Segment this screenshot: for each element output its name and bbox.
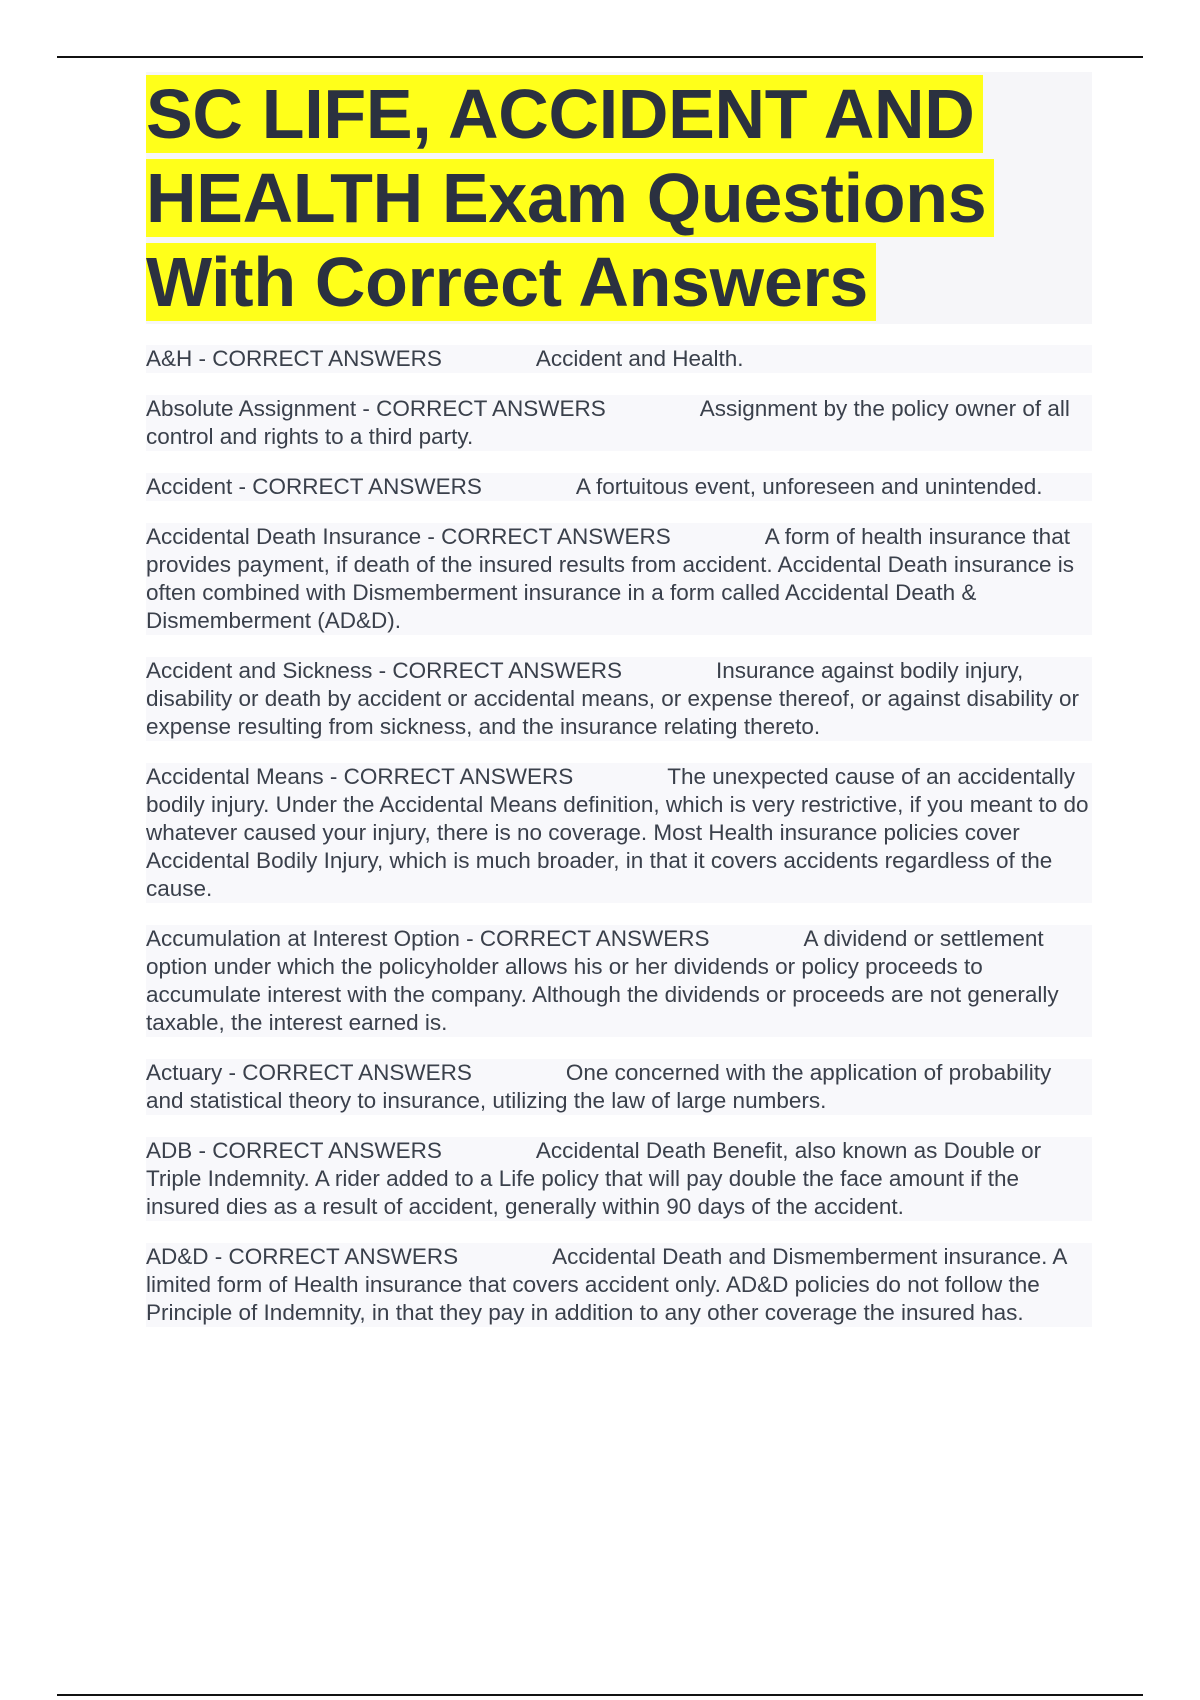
entry-definition: Accidental Death and Dismemberment insurance. A limited form of Health insurance that covers accident only. AD&D policies do not follow the Principle of Indemnity, in that they pay in addition to any other coverage the insured has. <box>146 1244 1067 1325</box>
document-title <box>146 72 1092 324</box>
entry-term: Accumulation at Interest Option - CORRECT ANSWERS <box>146 926 710 951</box>
glossary-entry <box>146 925 1092 1037</box>
bottom-divider <box>57 1694 1143 1696</box>
entry-definition: Insurance against bodily injury, disability or death by accident or accidental means, or expense thereof, or against disability or expense resulting from sickness, and the insurance relating thereto. <box>146 658 1080 739</box>
glossary-list <box>146 345 1092 1349</box>
entry-term: Absolute Assignment - CORRECT ANSWERS <box>146 396 606 421</box>
glossary-entry <box>146 345 1092 373</box>
entry-term: Accidental Death Insurance - CORRECT ANSWERS <box>146 524 671 549</box>
title-line-1: SC LIFE, ACCIDENT AND <box>146 75 983 153</box>
glossary-entry <box>146 523 1092 635</box>
entry-definition: The unexpected cause of an accidentally bodily injury. Under the Accidental Means definition, which is very restrictive, if you meant to do whatever caused your injury, there is no coverage. Most Health insurance policies cover Accidental Bodily Injury, which is much broader, in that it covers accidents regardless of the cause. <box>146 764 1089 901</box>
entry-term: AD&D - CORRECT ANSWERS <box>146 1244 459 1269</box>
entry-term: Accident and Sickness - CORRECT ANSWERS <box>146 658 622 683</box>
entry-term: Accidental Means - CORRECT ANSWERS <box>146 764 574 789</box>
glossary-entry <box>146 1059 1092 1115</box>
glossary-entry <box>146 1243 1092 1327</box>
entry-definition: Accident and Health. <box>535 346 744 371</box>
entry-definition: Accidental Death Benefit, also known as Double or Triple Indemnity. A rider added to a Life policy that will pay double the face amount if the insured dies as a result of accident, generally within 90 days of the accident. <box>146 1138 1042 1219</box>
glossary-entry <box>146 395 1092 451</box>
entry-term: ADB - CORRECT ANSWERS <box>146 1138 442 1163</box>
title-line-3: With Correct Answers <box>146 243 876 321</box>
entry-definition: A dividend or settlement option under which the policyholder allows his or her dividends or policy proceeds to accumulate interest with the company. Although the dividends or proceeds are not generally taxable, the interest earned is. <box>146 926 1059 1035</box>
entry-definition: Assignment by the policy owner of all control and rights to a third party. <box>146 396 1070 449</box>
top-divider <box>57 56 1143 58</box>
glossary-entry <box>146 1137 1092 1221</box>
glossary-entry <box>146 763 1092 903</box>
entry-definition: A form of health insurance that provides payment, if death of the insured results from accident. Accidental Death insurance is often combined with Dismemberment insurance in a form called Accidental Death & Dismemberment (AD&D). <box>146 524 1074 633</box>
entry-term: A&H - CORRECT ANSWERS <box>146 346 442 371</box>
entry-term: Accident - CORRECT ANSWERS <box>146 474 482 499</box>
entry-term: Actuary - CORRECT ANSWERS <box>146 1060 472 1085</box>
title-block <box>146 72 1092 324</box>
entry-definition: A fortuitous event, unforeseen and unintended. <box>575 474 1043 499</box>
glossary-entry <box>146 657 1092 741</box>
glossary-entry <box>146 473 1092 501</box>
entry-definition: One concerned with the application of probability and statistical theory to insurance, utilizing the law of large numbers. <box>146 1060 1052 1113</box>
title-line-2: HEALTH Exam Questions <box>146 159 994 237</box>
